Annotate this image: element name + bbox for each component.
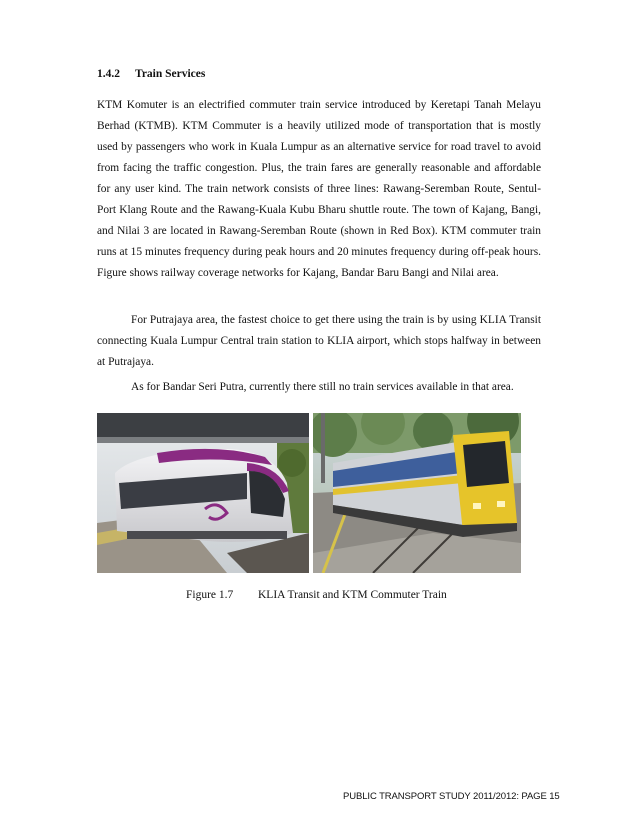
paragraph-bandar-seri-putra: As for Bandar Seri Putra, currently there still no train services available in that area. (131, 381, 514, 393)
section-number: 1.4.2 (97, 68, 120, 80)
paragraph-putrajaya: For Putrajaya area, the fastest choice to get there using the train is by using KLIA Transit connecting Kuala Lumpur Central train station to KLIA airport, which stops halfway in between at Putrajaya. (97, 314, 541, 368)
ktm-commuter-photo (313, 413, 521, 573)
section-title: Train Services (135, 68, 206, 80)
section-heading (97, 68, 205, 80)
figure-number: Figure 1.7 (186, 589, 234, 601)
klia-transit-photo (97, 413, 309, 573)
figure-caption: KLIA Transit and KTM Commuter Train (258, 589, 447, 601)
paragraph-ktm-komuter: KTM Komuter is an electrified commuter train service introduced by Keretapi Tanah Melayu Berhad (KTMB). KTM Commuter is a heavily utilized mode of transportation that is mostly used by passengers who work in Kuala Lumpur as an alternative service for road travel to avoid from facing the traffic congestion. Plus, the train fares are generally reasonable and affordable for any user kind. The train network consists of three lines: Rawang-Seremban Route, Sentul-Port Klang Route and the Rawang-Kuala Kubu Bharu shuttle route. The town of Kajang, Bangi, and Nilai 3 are located in Rawang-Seremban Route (shown in Red Box). KTM commuter train runs at 15 minutes frequency during peak hours and 20 minutes frequency during off-peak hours. Figure shows railway coverage networks for Kajang, Bandar Baru Bangi and Nilai area. (97, 99, 541, 279)
page-footer: PUBLIC TRANSPORT STUDY 2011/2012: PAGE 15 (343, 791, 560, 802)
